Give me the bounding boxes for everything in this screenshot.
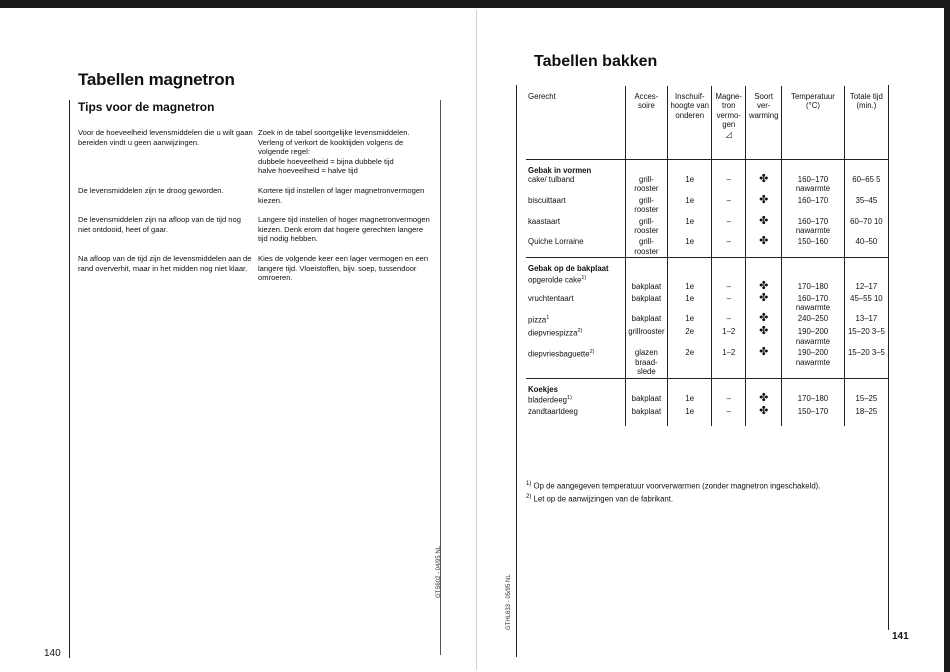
header-microwave bbox=[712, 86, 746, 160]
microwave-cell: – bbox=[712, 216, 746, 237]
baking-table bbox=[526, 86, 888, 426]
dish-cell bbox=[526, 258, 625, 293]
dish-name: kaastaart bbox=[528, 216, 561, 226]
footnote-text: Op de aangegeven temperatuur voorverwarmen (zonder magnetron ingeschakeld). bbox=[533, 481, 821, 491]
dish-name bbox=[526, 313, 625, 326]
page-gutter bbox=[476, 10, 477, 670]
header-microwave-label: Magne-tron vermo-gen bbox=[715, 92, 742, 130]
tip-situation: De levensmiddelen zijn te droog geworden. bbox=[78, 185, 224, 195]
page-title-right: Tabellen bakken bbox=[534, 53, 658, 70]
fan-icon: ✤ bbox=[759, 404, 769, 417]
footnote-1 bbox=[526, 479, 886, 492]
dish-name: zandtaartdeeg bbox=[528, 406, 578, 416]
tip-row bbox=[78, 254, 438, 283]
tip-advice-line: Kortere tijd instellen of lager magnetronvermogen kiezen. bbox=[258, 185, 425, 205]
accessory-cell: grill-rooster bbox=[625, 160, 668, 195]
tip-advice bbox=[258, 254, 434, 283]
footnote-ref: 1 bbox=[546, 315, 550, 322]
dish-name bbox=[528, 274, 623, 285]
accessory-cell: bakplaat bbox=[625, 313, 668, 326]
level-cell: 1e bbox=[668, 236, 712, 257]
page-title-left: Tabellen magnetron bbox=[78, 70, 235, 89]
page-number-right: 141 bbox=[892, 631, 909, 642]
footnote-text: Let op de aanwijzingen van de fabrikant. bbox=[533, 494, 674, 504]
tip-row bbox=[78, 128, 438, 176]
header-dish: Gerecht bbox=[526, 86, 625, 160]
dish-name bbox=[526, 326, 625, 347]
table-header-row bbox=[526, 86, 888, 160]
top-border bbox=[0, 0, 950, 8]
heating-cell bbox=[746, 160, 782, 195]
temperature-cell: 150–160 bbox=[782, 236, 845, 257]
time-cell: 18–25 bbox=[844, 406, 888, 426]
dish-cell bbox=[526, 160, 625, 195]
fan-icon: ✤ bbox=[759, 312, 769, 325]
microwave-cell: 1–2 bbox=[712, 326, 746, 347]
time-cell: 40–50 bbox=[844, 236, 888, 257]
time-cell: 35–45 bbox=[844, 195, 888, 216]
heating-cell bbox=[746, 195, 782, 216]
fan-icon: ✤ bbox=[759, 291, 769, 304]
accessory-cell: bakplaat bbox=[625, 378, 668, 406]
table-row bbox=[526, 378, 888, 406]
section-title: Gebak in vormen bbox=[528, 166, 592, 175]
microwave-cell: – bbox=[712, 195, 746, 216]
fan-icon: ✤ bbox=[759, 346, 769, 359]
dish-label: pizza bbox=[528, 316, 547, 326]
temperature-cell: 170–180 bbox=[782, 258, 845, 293]
accessory-cell: grill-rooster bbox=[625, 216, 668, 237]
level-cell: 1e bbox=[668, 293, 712, 314]
table-row bbox=[526, 160, 888, 195]
header-heating: Soort ver-warming bbox=[746, 86, 782, 160]
dish-name: Quiche Lorraine bbox=[528, 237, 584, 247]
heating-cell bbox=[746, 236, 782, 257]
dish-name: biscuittaart bbox=[528, 195, 566, 205]
microwave-cell: – bbox=[712, 258, 746, 293]
footnote-ref: 1) bbox=[567, 394, 572, 401]
tip-advice-line: halve hoeveelheid = halve tijd bbox=[258, 166, 358, 176]
tip-situation: Voor de hoeveelheid levensmiddelen die u wilt gaan bereiden vindt u geen aanwijzingen. bbox=[78, 128, 253, 147]
page-number-left: 140 bbox=[44, 648, 61, 659]
footnote-2 bbox=[526, 492, 886, 505]
fan-icon: ✤ bbox=[759, 325, 769, 338]
dish-name: vruchtentaart bbox=[528, 293, 574, 303]
table-row bbox=[526, 326, 888, 347]
footnote-ref: 2) bbox=[577, 328, 583, 335]
accessory-cell: bakplaat bbox=[625, 406, 668, 426]
accessory-cell: bakplaat bbox=[625, 258, 668, 293]
fan-icon: ✤ bbox=[759, 193, 769, 206]
fan-icon: ✤ bbox=[759, 214, 769, 227]
left-rule bbox=[69, 100, 70, 658]
header-level: Inschuif-hoogte van onderen bbox=[668, 86, 712, 160]
table-row bbox=[526, 406, 888, 426]
level-cell: 1e bbox=[668, 195, 712, 216]
tip-situation: De levensmiddelen zijn na afloop van de tijd nog niet ontdooid, heet of gaar. bbox=[78, 215, 241, 234]
temperature-cell: 170–180 bbox=[782, 378, 845, 406]
heating-cell bbox=[746, 326, 782, 347]
section-title: Gebak op de bakplaat bbox=[528, 264, 609, 274]
microwave-cell: – bbox=[712, 378, 746, 406]
microwave-cell: – bbox=[712, 406, 746, 426]
table-row bbox=[526, 216, 888, 237]
tip-advice-line: Zoek in de tabel soortgelijke levensmiddelen. bbox=[258, 128, 410, 137]
microwave-cell: – bbox=[712, 293, 746, 314]
accessory-cell: grill-rooster bbox=[625, 236, 668, 257]
footnote-mark: 2) bbox=[526, 493, 532, 500]
level-cell: 1e bbox=[668, 258, 712, 293]
tip-row bbox=[78, 215, 438, 244]
dish-label: opgerolde cake bbox=[528, 275, 582, 285]
accessory-cell: grillrooster bbox=[625, 326, 668, 347]
time-cell: 60–70 10 bbox=[844, 216, 888, 237]
temperature-cell: 160–170 nawarmte bbox=[782, 216, 845, 237]
header-accessory: Acces-soire bbox=[625, 86, 668, 160]
table-row bbox=[526, 258, 888, 293]
time-cell: 13–17 bbox=[844, 313, 888, 326]
time-cell: 12–17 bbox=[844, 258, 888, 293]
fan-icon: ✤ bbox=[759, 280, 769, 293]
temperature-cell: 160–170 bbox=[782, 195, 845, 216]
table-row bbox=[526, 313, 888, 326]
dish-name bbox=[528, 394, 623, 405]
dish-label: bladerdeeg bbox=[528, 395, 568, 405]
heating-cell bbox=[746, 406, 782, 426]
right-rule bbox=[516, 85, 517, 657]
fan-icon: ✤ bbox=[759, 235, 769, 248]
triangle-icon: ◿ bbox=[725, 129, 732, 139]
header-time: Totale tijd (min.) bbox=[844, 86, 888, 160]
level-cell: 1e bbox=[668, 216, 712, 237]
time-cell: 15–25 bbox=[844, 378, 888, 406]
time-cell: 60–65 5 bbox=[844, 160, 888, 195]
dish-cell bbox=[526, 378, 625, 406]
microwave-cell: – bbox=[712, 236, 746, 257]
tips-list bbox=[78, 128, 438, 293]
footnote-mark: 1) bbox=[526, 481, 532, 487]
level-cell: 2e bbox=[668, 347, 712, 378]
tips-heading: Tips voor de magnetron bbox=[78, 100, 215, 114]
time-cell: 45–55 10 bbox=[844, 293, 888, 314]
dish-name bbox=[526, 347, 625, 378]
time-cell: 15–20 3–5 bbox=[844, 326, 888, 347]
right-rule-right bbox=[888, 85, 889, 630]
fan-icon: ✤ bbox=[759, 391, 769, 404]
table-row bbox=[526, 293, 888, 314]
tip-advice-line: Langere tijd instellen of hoger magnetronvermogen kiezen. Denk erom dat hogere gerechten langere tijd nodig hebben. bbox=[258, 215, 430, 244]
tip-advice-line: Verleng of verkort de kooktijden volgens de volgende regel: bbox=[258, 137, 404, 157]
footnote-ref: 2) bbox=[589, 349, 595, 356]
dish-label: diepvriespizza bbox=[528, 329, 578, 339]
heating-cell bbox=[746, 347, 782, 378]
microwave-cell: 1–2 bbox=[712, 347, 746, 378]
footnote-ref: 1) bbox=[581, 274, 587, 281]
heating-cell bbox=[746, 378, 782, 406]
temperature-cell: 160–170 nawarmte bbox=[782, 293, 845, 314]
doc-code-right: GTHL633 - 05/95 NL bbox=[506, 574, 512, 630]
temperature-cell: 160–170 nawarmte bbox=[782, 160, 845, 195]
dish-name: cake/ tulband bbox=[528, 175, 575, 185]
tip-advice-line: Kies de volgende keer een lager vermogen en een langere tijd. Vloeistoffen, bijv. soep, tussendoor omroeren. bbox=[258, 253, 429, 283]
tip-advice bbox=[258, 215, 434, 244]
tip-advice-line: dubbele hoeveelheid = bijna dubbele tijd bbox=[258, 156, 394, 166]
table-row bbox=[526, 347, 888, 378]
level-cell: 1e bbox=[668, 378, 712, 406]
temperature-cell: 240–250 bbox=[782, 313, 845, 326]
section-title: Koekjes bbox=[528, 384, 558, 394]
level-cell: 2e bbox=[668, 326, 712, 347]
header-temperature: Temperatuur (°C) bbox=[782, 86, 845, 160]
accessory-cell: glazen braad-slede bbox=[625, 347, 668, 378]
temperature-cell: 190–200 nawarmte bbox=[782, 326, 845, 347]
microwave-cell: – bbox=[712, 160, 746, 195]
tip-advice bbox=[258, 186, 434, 205]
tip-row bbox=[78, 186, 438, 205]
table-row bbox=[526, 236, 888, 257]
temperature-cell: 190–200 nawarmte bbox=[782, 347, 845, 378]
dish-label: diepvriesbaguette bbox=[528, 349, 590, 359]
doc-code-left: GTS602 - 04/95 NL bbox=[436, 545, 442, 598]
accessory-cell: grill-rooster bbox=[625, 195, 668, 216]
heating-cell bbox=[746, 216, 782, 237]
level-cell: 1e bbox=[668, 313, 712, 326]
microwave-cell: – bbox=[712, 313, 746, 326]
accessory-cell: bakplaat bbox=[625, 293, 668, 314]
right-border bbox=[944, 8, 950, 672]
level-cell: 1e bbox=[668, 160, 712, 195]
fan-icon: ✤ bbox=[759, 173, 769, 185]
tip-advice bbox=[258, 128, 434, 176]
temperature-cell: 150–170 bbox=[782, 406, 845, 426]
tip-situation: Na afloop van de tijd zijn de levensmiddelen aan de rand oververhit, maar in het midden nog niet klaar. bbox=[78, 253, 252, 273]
footnotes bbox=[526, 479, 886, 504]
time-cell: 15–20 3–5 bbox=[844, 347, 888, 378]
heating-cell bbox=[746, 258, 782, 293]
table-row bbox=[526, 195, 888, 216]
heating-cell bbox=[746, 293, 782, 314]
level-cell: 1e bbox=[668, 406, 712, 426]
